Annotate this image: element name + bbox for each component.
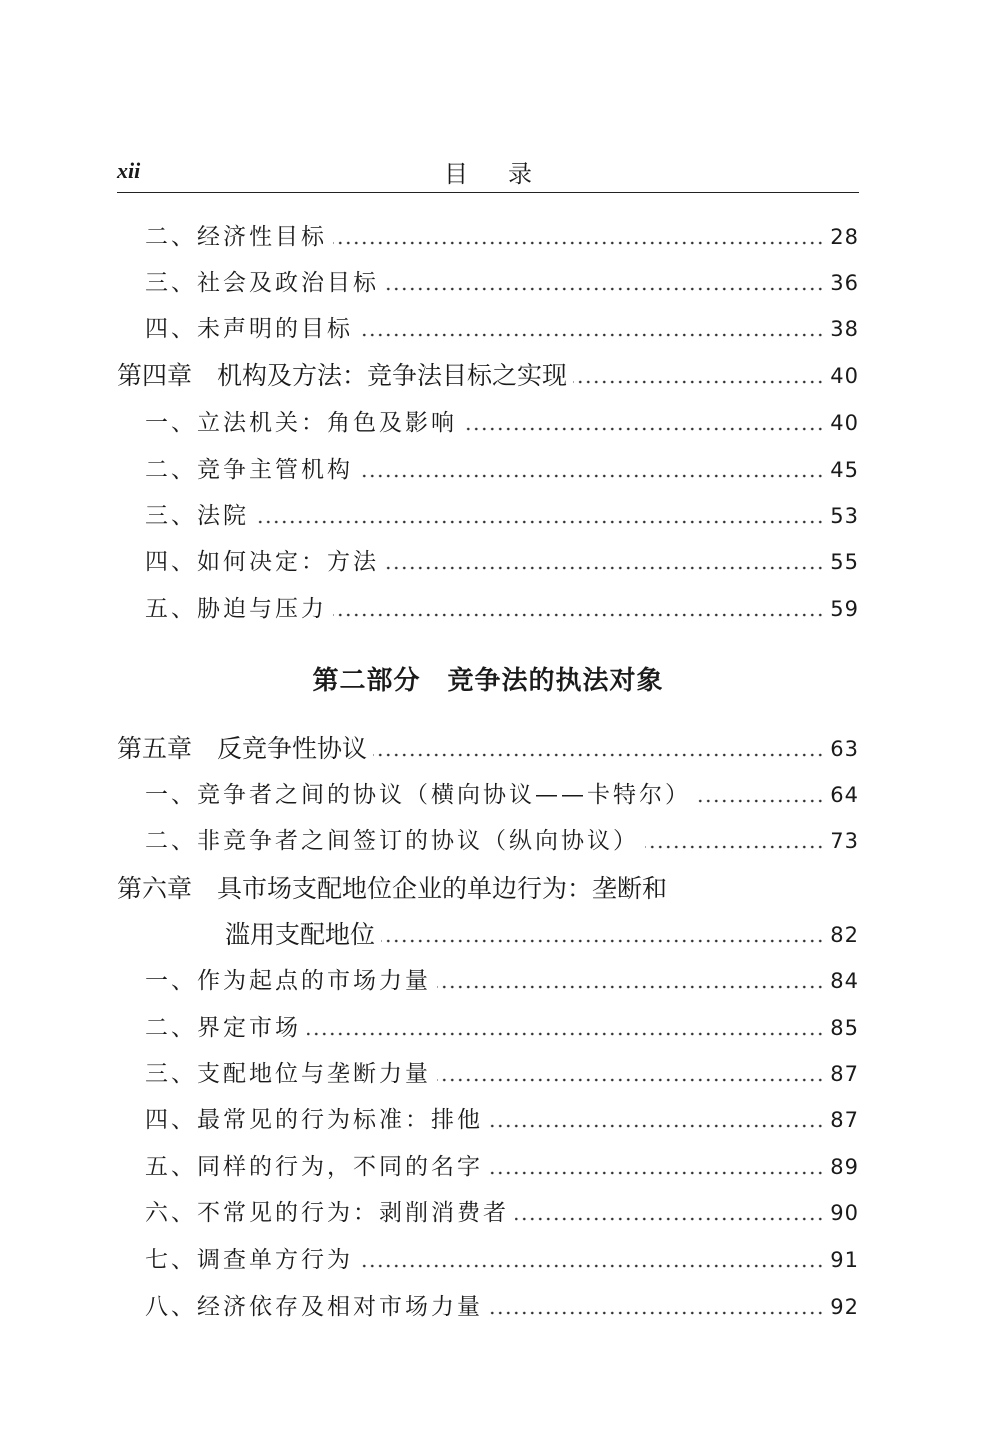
toc-page-number: 36 (830, 271, 859, 295)
toc-entry (117, 1288, 859, 1322)
toc-entry-label: 二、经济性目标 (145, 224, 327, 250)
toc-entry (117, 1194, 859, 1228)
toc-page-number: 38 (830, 317, 859, 341)
toc-page-number: 87 (830, 1062, 859, 1086)
toc-entry (117, 1148, 859, 1182)
toc-entry (117, 1241, 859, 1275)
toc-entry-label: 第六章 具市场支配地位企业的单边行为：垄断和 (117, 874, 668, 903)
toc-entry-label: 第四章 机构及方法：竞争法目标之实现 (117, 361, 568, 390)
toc-entry-label: 二、竞争主管机构 (145, 457, 353, 483)
toc-entry (117, 776, 859, 810)
toc-entry-label: 三、法院 (145, 503, 249, 529)
toc-entry (117, 916, 859, 950)
toc-entry-label: 三、支配地位与垄断力量 (145, 1061, 431, 1087)
toc-entry (117, 1055, 859, 1089)
toc-page-number: 85 (830, 1016, 859, 1040)
dot-leader (463, 427, 824, 431)
toc-entry (117, 822, 859, 856)
dot-leader (333, 241, 824, 245)
toc-entry-label: 六、不常见的行为：剥削消费者 (145, 1200, 509, 1226)
dot-leader (307, 1032, 824, 1036)
toc-entry-label: 八、经济依存及相对市场力量 (145, 1294, 483, 1320)
toc-entry (117, 962, 859, 996)
dot-leader (385, 287, 824, 291)
toc-entry-label: 三、社会及政治目标 (145, 270, 379, 296)
toc-entry-label: 一、作为起点的市场力量 (145, 968, 431, 994)
toc-entry (117, 357, 859, 391)
page-number: xii (117, 158, 141, 183)
toc-entry (117, 310, 859, 344)
dot-leader (359, 474, 824, 478)
dot-leader (359, 333, 824, 337)
dot-leader (359, 1264, 824, 1268)
toc-page-number: 40 (830, 411, 859, 435)
toc-page-number: 40 (830, 364, 859, 388)
running-header (117, 152, 859, 193)
toc-entry (117, 590, 859, 624)
toc-page-number: 59 (830, 597, 859, 621)
toc-page-number: 28 (830, 225, 859, 249)
toc-entry-label: 一、竞争者之间的协议（横向协议——卡特尔） (145, 782, 691, 808)
toc-page-number: 63 (830, 737, 859, 761)
dot-leader (515, 1217, 824, 1221)
toc-entry-label: 五、胁迫与压力 (145, 596, 327, 622)
dot-leader (645, 845, 824, 849)
dot-leader (489, 1124, 824, 1128)
dot-leader (489, 1171, 824, 1175)
toc-entry (117, 264, 859, 298)
toc-entry-label: 滥用支配地位 (225, 920, 376, 949)
toc-page-number: 55 (830, 550, 859, 574)
toc-entry (117, 1101, 859, 1135)
toc-entry-label: 四、未声明的目标 (145, 316, 353, 342)
toc-entry-label: 第五章 反竞争性协议 (117, 734, 368, 763)
toc-entry (117, 730, 859, 764)
toc-page-number: 89 (830, 1155, 859, 1179)
toc-entry-label: 五、同样的行为，不同的名字 (145, 1154, 483, 1180)
header-title: 目录 (444, 160, 572, 188)
toc-page-number: 64 (830, 783, 859, 807)
toc-page-number: 91 (830, 1248, 859, 1272)
toc-entry-label: 一、立法机关：角色及影响 (145, 410, 457, 436)
dot-leader (573, 380, 824, 384)
dot-leader (381, 939, 824, 943)
dot-leader (333, 613, 824, 617)
dot-leader (385, 566, 824, 570)
toc-entry-label: 七、调查单方行为 (145, 1247, 353, 1273)
toc-page-number: 92 (830, 1295, 859, 1319)
toc-entry (117, 451, 859, 485)
toc-page-number: 87 (830, 1108, 859, 1132)
dot-leader (373, 753, 824, 757)
toc-entry (117, 404, 859, 438)
dot-leader (437, 985, 824, 989)
dot-leader (489, 1311, 824, 1315)
toc-entry (117, 543, 859, 577)
toc-page-number: 53 (830, 504, 859, 528)
toc-entry-label: 四、最常见的行为标准：排他 (145, 1107, 483, 1133)
dot-leader (255, 520, 824, 524)
toc-entry (117, 870, 859, 904)
toc-entry-label: 二、界定市场 (145, 1015, 301, 1041)
toc-page-number: 84 (830, 969, 859, 993)
toc-entry-label: 四、如何决定：方法 (145, 549, 379, 575)
toc-page-number: 73 (830, 829, 859, 853)
toc-page-number: 45 (830, 458, 859, 482)
dot-leader (437, 1078, 824, 1082)
dot-leader (697, 799, 824, 803)
toc-entry (117, 1009, 859, 1043)
toc-entry (117, 497, 859, 531)
toc-page-number: 90 (830, 1201, 859, 1225)
part-title: 第二部分 竞争法的执法对象 (312, 666, 664, 696)
toc-page-number: 82 (830, 923, 859, 947)
toc-entry-label: 二、非竞争者之间签订的协议（纵向协议） (145, 828, 639, 854)
toc-entry (117, 218, 859, 252)
